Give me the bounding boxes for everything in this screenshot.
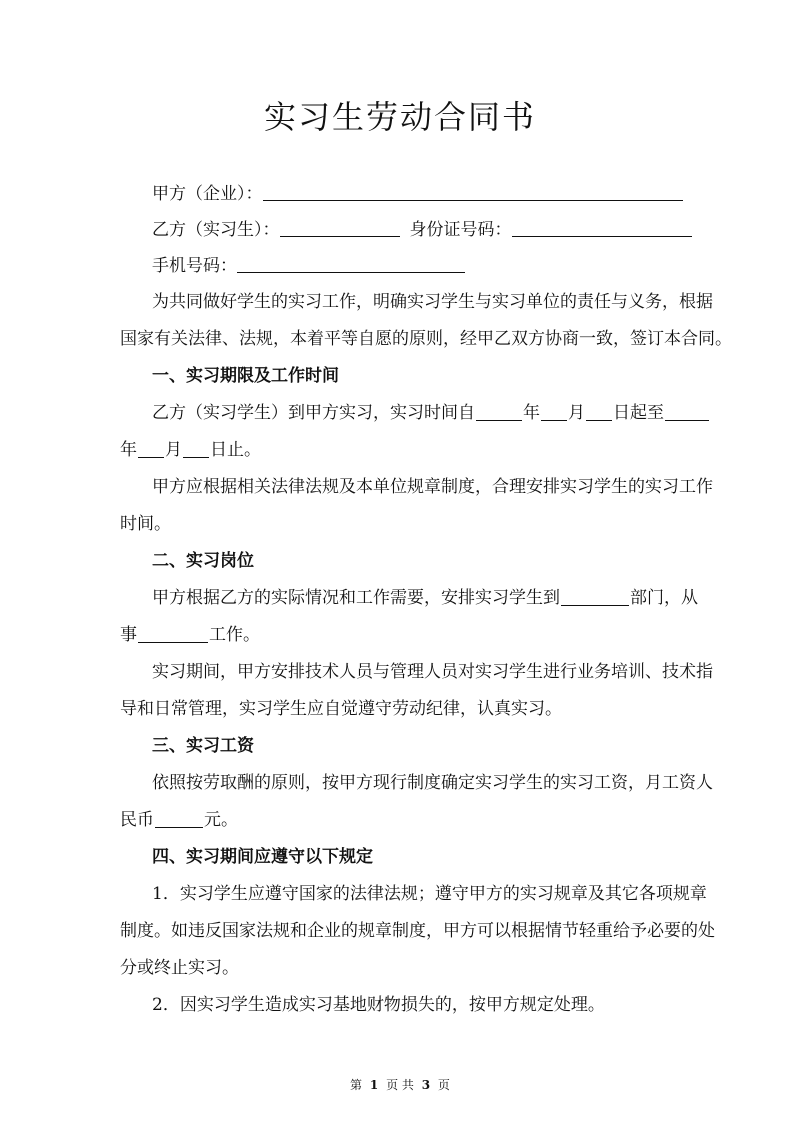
start-month-blank[interactable] (541, 402, 567, 421)
end-month-blank[interactable] (138, 439, 164, 458)
section1-p1-text-a: 乙方（实习学生）到甲方实习，实习时间自 (152, 403, 475, 423)
party-b-label: 乙方（实习生）： (152, 220, 280, 240)
section1-p1-text-c: 月 (568, 403, 585, 423)
footer-suffix: 页 (437, 1078, 450, 1092)
section1-heading: 一、实习期限及工作时间 (152, 366, 339, 386)
document-title: 实习生劳动合同书 (263, 98, 536, 136)
salary-blank[interactable] (155, 809, 203, 828)
section2-p1-line1 (152, 586, 712, 610)
phone-row (152, 254, 712, 278)
section2-p1-text-b: 部门，从 (630, 588, 698, 608)
id-label: 身份证号码： (409, 220, 512, 240)
section2-p1-text-a: 甲方根据乙方的实际情况和工作需要，安排实习学生到 (152, 588, 560, 608)
start-day-blank[interactable] (586, 402, 612, 421)
page-footer (0, 1076, 800, 1093)
section3-p1-text-a: 民币 (120, 810, 154, 830)
section3-p1-line2 (120, 808, 680, 832)
intro-line-2: 国家有关法律、法规，本着平等自愿的原则，经甲乙双方协商一致，签订本合同。 (120, 329, 732, 349)
phone-label: 手机号码： (152, 256, 237, 276)
section1-p1-text-d: 日起至 (613, 403, 664, 423)
section4-heading: 四、实习期间应遵守以下规定 (152, 847, 373, 867)
section1-p1-line2 (120, 438, 680, 462)
section2-p1-text-d: 工作。 (209, 625, 260, 645)
section3-p1-text-b: 元。 (204, 810, 238, 830)
section4-item1-line1: 1．实习学生应遵守国家的法律法规；遵守甲方的实习规章及其它各项规章 (152, 884, 707, 904)
section1-p1-text-f: 月 (165, 440, 182, 460)
party-a-row (152, 182, 712, 206)
section3-p1-line1: 依照按劳取酬的原则，按甲方现行制度确定实习学生的实习工资，月工资人 (152, 773, 713, 793)
phone-field[interactable] (237, 254, 465, 273)
section1-p2-line1: 甲方应根据相关法律法规及本单位规章制度，合理安排实习学生的实习工作 (152, 477, 713, 497)
section4-item1-line3: 分或终止实习。 (120, 958, 239, 978)
section1-p1-text-b: 年 (523, 403, 540, 423)
section2-p2-line1: 实习期间，甲方安排技术人员与管理人员对实习学生进行业务培训、技术指 (152, 662, 713, 682)
section4-item1-line2: 制度。如违反国家法规和企业的规章制度，甲方可以根据情节轻重给予必要的处 (120, 921, 715, 941)
department-blank[interactable] (561, 587, 629, 606)
section1-p1-text-g: 日止。 (210, 440, 261, 460)
current-page-number: 1 (369, 1078, 379, 1092)
footer-prefix: 第 (350, 1078, 363, 1092)
section2-p1-text-c: 事 (120, 625, 137, 645)
party-a-label: 甲方（企业）： (152, 184, 263, 204)
section2-p1-line2 (120, 623, 680, 647)
end-year-blank[interactable] (665, 402, 709, 421)
job-blank[interactable] (138, 624, 208, 643)
section1-p1-line1 (152, 401, 712, 425)
total-pages-number: 3 (421, 1078, 431, 1092)
section1-p2-line2: 时间。 (120, 514, 171, 534)
party-a-field[interactable] (263, 182, 683, 201)
end-day-blank[interactable] (183, 439, 209, 458)
section2-heading: 二、实习岗位 (152, 551, 254, 571)
start-year-blank[interactable] (476, 402, 522, 421)
section1-p1-text-e: 年 (120, 440, 137, 460)
footer-middle: 页 共 (386, 1078, 414, 1092)
section2-p2-line2: 导和日常管理，实习学生应自觉遵守劳动纪律，认真实习。 (120, 699, 562, 719)
section4-item2: 2．因实习学生造成实习基地财物损失的，按甲方规定处理。 (152, 995, 605, 1015)
section3-heading: 三、实习工资 (152, 736, 254, 756)
id-number-field[interactable] (512, 218, 692, 237)
intro-line-1: 为共同做好学生的实习工作，明确实习学生与实习单位的责任与义务，根据 (152, 292, 713, 312)
party-b-row (152, 218, 712, 242)
party-b-field[interactable] (280, 218, 400, 237)
